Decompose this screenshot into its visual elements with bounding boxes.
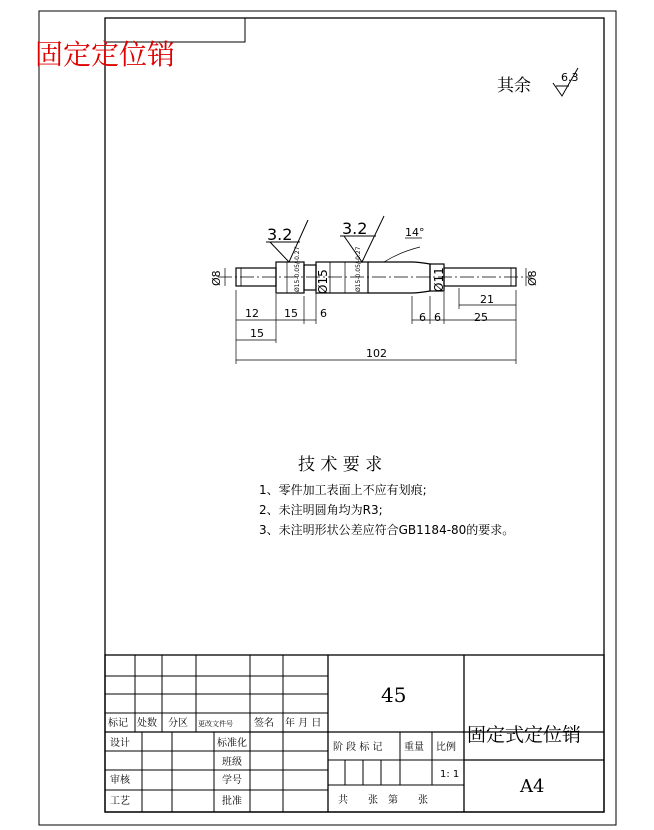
tb-sheets: 共 张 第 张 <box>338 795 428 806</box>
tech-heading: 技 术 要 求 <box>298 455 383 475</box>
dim-fit-mid: Ø15-0.05/-0.27 <box>355 246 362 292</box>
inner-frame <box>105 18 604 812</box>
tb-process: 工艺 <box>110 796 130 807</box>
tb-label: 分区 <box>168 718 188 729</box>
tb-label: 更改文件号 <box>198 720 233 728</box>
tb-label: 处数 <box>137 718 157 729</box>
dim-d15: Ø15 <box>316 269 330 294</box>
dim-6b: 6 <box>419 311 426 324</box>
dim-d8-right: Ø8 <box>526 270 539 286</box>
tb-material: 45 <box>381 683 407 707</box>
dim-d11: Ø11 <box>432 267 446 292</box>
taper <box>368 262 430 293</box>
tb-standard: 标准化 <box>217 738 247 749</box>
dim-d8-left: Ø8 <box>210 270 223 286</box>
other-roughness-value: 6.3 <box>561 71 579 84</box>
tb-class: 班级 <box>222 757 242 768</box>
tb-design: 设计 <box>110 738 130 749</box>
taper-angle: 14° <box>405 226 425 239</box>
title-overlay: 固定定位销 <box>35 38 176 71</box>
roughness-left-value: 3.2 <box>267 225 293 244</box>
dim-6a: 6 <box>320 307 327 320</box>
tb-stage-label: 阶 段 标 记 <box>333 742 383 753</box>
dim-12: 12 <box>245 307 259 320</box>
tb-scale: 1: 1 <box>440 769 460 780</box>
part-view <box>218 262 532 293</box>
dim-21: 21 <box>480 293 494 306</box>
dim-fit-left: Ø15-0.05/-0.27 <box>294 246 301 292</box>
dim-15a: 15 <box>284 307 298 320</box>
tb-approve: 批准 <box>222 796 242 807</box>
roughness-mid-value: 3.2 <box>342 219 368 238</box>
tech-item: 1、零件加工表面上不应有划痕; <box>259 483 427 497</box>
tb-review: 审核 <box>110 775 130 786</box>
tech-item: 2、未注明圆角均为R3; <box>259 503 383 517</box>
neck <box>304 265 316 290</box>
other-roughness-label: 其余 <box>497 76 531 96</box>
dim-6c: 6 <box>434 311 441 324</box>
dim-15b: 15 <box>250 327 264 340</box>
tb-label: 签名 <box>254 718 274 729</box>
tb-scale-label: 比例 <box>436 742 456 753</box>
tb-student-no: 学号 <box>222 775 242 786</box>
tech-item: 3、未注明形状公差应符合GB1184-80的要求。 <box>259 523 515 537</box>
tb-paper: A4 <box>520 776 545 797</box>
tb-label: 标记 <box>108 718 128 729</box>
dim-102: 102 <box>366 347 387 360</box>
dim-25: 25 <box>474 311 488 324</box>
tb-part-name: 固定式定位销 <box>467 724 582 746</box>
tb-weight: 重量 <box>404 742 424 753</box>
tb-label: 年 月 日 <box>285 718 322 729</box>
